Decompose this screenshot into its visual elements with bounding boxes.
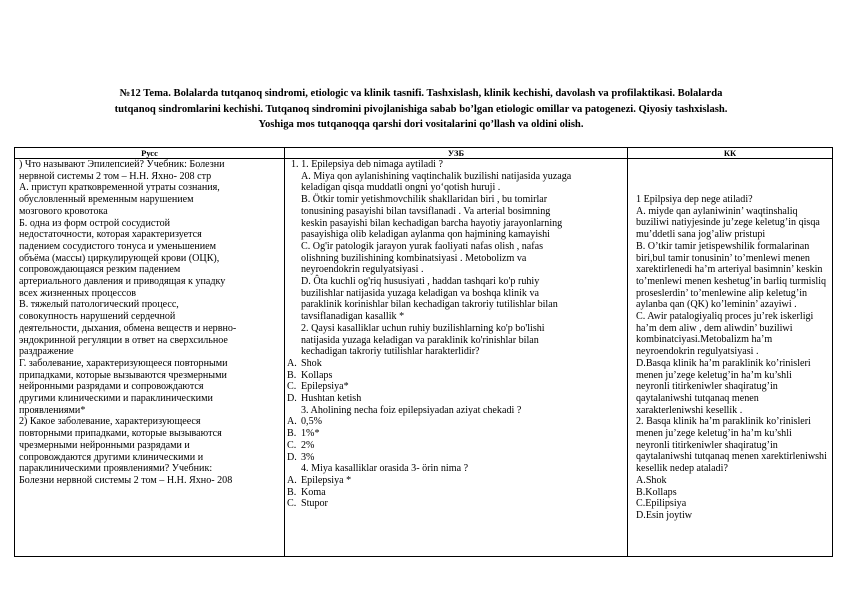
option-letter: A. [287,357,297,369]
text-line: keladigan qisqa muddatli ongni yo‘qotish huruji . [301,182,501,194]
text-line: C. Awir patalogiyaliq proces ju’rek iskerligi [636,311,814,323]
option-text: Stupor [301,498,328,510]
answer-option [285,416,627,428]
text-line: natijasida yuzaga keladigan va paraklinik ko'rinishlar bilan [301,334,539,346]
text-line: to’menlewi menen keshetug’in barliq turmisliq [636,275,827,287]
text-line: A. Miya qon aylanishining vaqtinchalik buzilishi natijasida yuzaga [301,170,572,182]
option-text: Kollaps [301,369,333,381]
uz-text [285,159,627,510]
title-line: tutqanoq sindromlarini kechishi. Tutqanoq sindromini pivojlanishiga sabab bo’lgan etiologic omillar va patogenezi. Qiyosiy tashxislash. [114,103,728,115]
document-title [30,86,812,133]
text-line: 2. Qaysi kasalliklar uchun ruhiy buzilishlarning ko'p bo'lishi [301,322,545,334]
text-line: ) Что называют Эпилепсией? Учебник: Болезни [19,159,225,170]
text-line: kechadigan takroriy tutilishlar harakterlidir? [301,346,480,358]
text-line: мозгового кровотока [19,205,108,217]
text-line: xarektirlenedi ha’m arteriyal basimnin’ keskin [636,264,823,276]
uz-question-4-options [285,475,627,510]
text-line: падением сосудистого тонуса и уменьшением [19,240,217,252]
text-line: обусловленный временным нарушением [19,194,194,206]
text-line: keskin pasayishi bilan kechadigan barcha hayotiy jarayonlarning [301,217,563,229]
header-uz: УЗБ [285,148,628,159]
answer-option [285,487,627,499]
uz-question-4: 4. Miya kasalliklar orasida 3- örin nima ? [301,463,469,475]
text-line: 1 Epilpsiya dep nege atiladi? [636,194,753,205]
option-text: 3% [301,451,315,463]
uz-cell [285,159,628,557]
text-line: проявлениями* [19,404,86,416]
text-line: xarakterleniwshi kesellik . [636,404,743,416]
text-line: D.Esin joytiw [636,509,693,521]
text-line: недостаточности, которая характеризуется [19,229,202,241]
title-line: Yoshiga mos tutqanoqqa qarshi dori vositalarini qo’llash va oldini olish. [258,119,584,130]
text-line: деятельности, дыхания, обмена веществ и нервно- [19,322,237,334]
uz-question-2-options [285,358,627,405]
text-line: другими клиническими и параклиническими [19,393,213,405]
text-line: C. Og'ir patologik jarayon yurak faoliyati nafas olish , nafas [301,240,544,252]
kk-cell [628,159,833,557]
text-line: qaytalaniwshi tutqanaq menen [636,392,759,404]
text-line: A.Shok [636,474,667,486]
text-line: В. тяжелый патологический процесс, [19,299,179,311]
option-text: Epilepsiya * [301,474,352,486]
text-line: ha’m dem aliw , dem aliwdin’ buziliwi [636,322,793,334]
text-line: раздражение [19,346,74,358]
text-line: A. miyde qan aylaniwinin’ waqtinshaliq [636,205,798,217]
questions-table [14,147,833,557]
option-text: 1%* [301,428,320,440]
answer-option [285,440,627,452]
option-letter: D. [287,451,297,463]
text-line: повторными припадками, которые вызываются [19,428,222,440]
uz-question-3: 3. Aholining necha foiz epilepsiyadan aziyat chekadi ? [301,404,522,416]
ru-text [15,159,284,487]
text-line: kesellik nedep ataladi? [636,463,728,475]
option-text: Hushtan ketish [301,393,362,405]
text-line: Б. одна из форм острой сосудистой [19,217,171,229]
text-line: припадками, которые вызываются чрезмерными [19,369,227,381]
text-line: menen ju’zege keletug’in ha’m ku’shli [636,428,792,440]
text-line: параклиническими проявлениями? Учебник: [19,463,213,475]
text-line: артериального давления и приводящая к упадку [19,276,226,288]
uz-question-1-options [285,171,627,323]
text-line: 2. Basqa klinik ha’m paraklinik ko’rinisleri [636,416,811,428]
text-line: neyronli titirkeniwler shaqiratug’in [636,439,778,451]
option-letter: A. [287,474,297,486]
ru-cell [15,159,285,557]
option-letter: C. [287,498,297,510]
text-line: tonusining pasayishi bilan tavsiflanadi . Va arterial bosimning [301,205,551,217]
header-ru: Русс [15,148,285,159]
text-line: 2) Какое заболевание, характеризующееся [19,416,201,428]
text-line: Г. заболевание, характеризующееся повторными [19,357,228,369]
option-letter: C. [287,439,297,451]
uz-question-2 [285,323,627,358]
text-line: эндокринной регуляции в ответ на сверхсильное [19,334,228,346]
answer-option [285,428,627,440]
kk-text [628,159,832,522]
text-line: neyronli titirkeniwler shaqiratug’in [636,381,778,393]
text-line: olishning buzilishining kombinatsiyasi . Metobolizm va [301,252,527,264]
text-line: чрезмерными нейронными разрядами и [19,439,190,451]
option-text: Shok [301,357,322,369]
header-kk: КК [628,148,833,159]
option-letter: C. [287,381,297,393]
text-line: А. приступ кратковременной утраты сознания, [19,182,220,194]
answer-option [285,452,627,464]
option-letter: A. [287,416,297,428]
text-line: D. Ôta kuchli og'riq hususiyati , haddan tashqari ko'p ruhiy [301,276,540,288]
option-letter: B. [287,428,297,440]
answer-option [285,358,627,370]
text-line: paraklinik korinishlar bilan kechadigan takroriy tutilishlar bilan [301,299,558,311]
text-line: B. Ötkir tomir yetishmovchilik shakllaridan biri , bu tomirlar [301,194,548,206]
content-row [15,159,833,557]
answer-option [285,393,627,405]
text-line: B. O’tkir tamir jetispewshilik formalarinan [636,240,810,252]
text-line: нервной системы 2 том – Н.Н. Яхно- 208 стр [19,170,212,182]
text-line: сопровождаются другими клиническими и [19,451,204,463]
text-line: tavsiflanadigan kasallik * [301,311,405,323]
answer-option [285,475,627,487]
header-row [15,148,833,159]
text-line: C.Epilipsiya [636,498,687,510]
title-line: №12 Tema. Bolalarda tutqanoq sindromi, etiologic va klinik tasnifi. Tashxislash, klinik kechishi, davolash va profilaktikasi. Bolalarda [119,88,723,99]
answer-option [285,498,627,510]
text-line: buziliwi natiyjesinde ju’zege keletug’in qisqa [636,217,820,229]
text-line: biri,bul tamir tonusinin’ to’menlewi menen [636,252,810,264]
text-line: pasayishiga olib keladigan aylanma qon hajmining kamayishi [301,229,550,241]
option-letter: B. [287,486,297,498]
option-text: 2% [301,439,315,451]
option-text: Epilepsiya* [301,381,349,393]
text-line: buzilishlar natijasida yuzaga keladigan va boshqa klinik va [301,287,539,299]
uz-question-1: 1. 1. Epilepsiya deb nimaga aytiladi ? [291,159,443,170]
text-line: D.Basqa klinik ha’m paraklinik ko’rinisleri [636,357,811,369]
text-line: neyroendokrin regulyatsiyasi . [636,346,759,358]
text-line: B.Kollaps [636,486,677,498]
text-line: menen ju’zege keletug’in ha’m ku’shli [636,369,792,381]
text-line: aylanba qan (QK) ko’leminin’ azayiwi . [636,299,797,311]
text-line: kombinatciyasi.Metobalizm ha’m [636,334,773,346]
text-line: нейронными разрядами и сопровождаются [19,381,204,393]
text-line: всех жизненных процессов [19,287,137,299]
text-line: сопровождающаяся резким падением [19,264,181,276]
text-line: neyroendokrin regulyatsiyasi . [301,264,424,276]
answer-option [285,381,627,393]
option-text: 0,5% [301,416,323,428]
option-text: Koma [301,486,326,498]
text-line: Болезни нервной системы 2 том – Н.Н. Яхно- 208 [19,474,233,486]
text-line: mu’ddetli sana jog’aliw pristupi [636,229,766,241]
option-letter: D. [287,393,297,405]
text-line: qaytalaniwshi tutqanaq menen xarektirleniwshi [636,451,827,463]
option-letter: B. [287,369,297,381]
uz-question-3-options [285,416,627,463]
answer-option [285,370,627,382]
text-line: совокупность нарушений сердечной [19,311,176,323]
text-line: объёма (массы) циркулирующей крови (ОЦК), [19,252,220,264]
text-line: proseslerdin’ to’menlewine alip keletug’in [636,287,808,299]
